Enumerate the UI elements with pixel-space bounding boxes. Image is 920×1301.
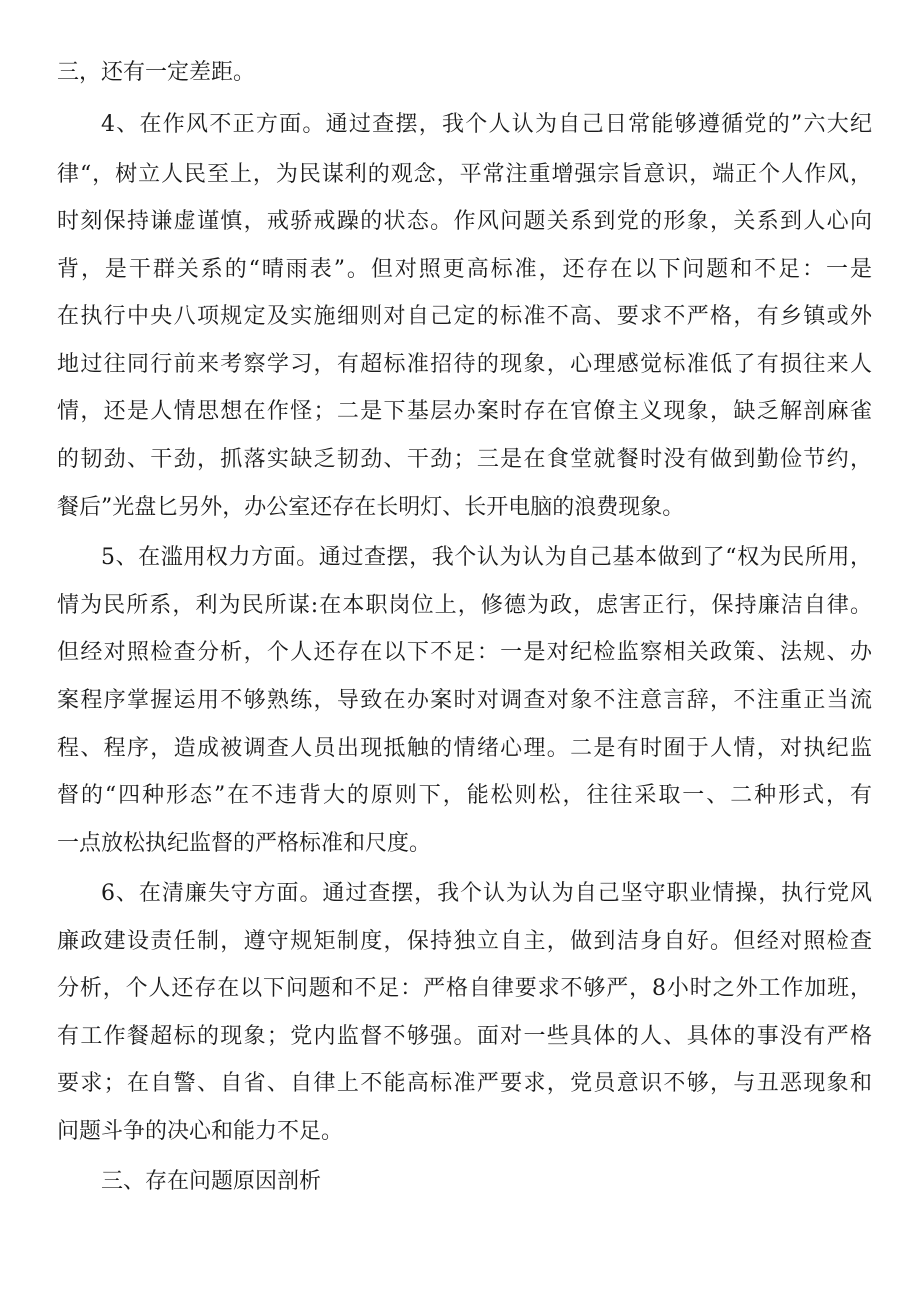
text-line: 案程序掌握运用不够熟练，导致在办案时对调查对象不注意言辞，不注重正当流 (57, 688, 872, 713)
text-line: 但经对照检查分析，个人还存在以下不足：一是对纪检监察相关政策、法规、办 (57, 640, 872, 665)
paragraph-4-heading-line: 4、在作风不正方面。通过查摆，我个人认为自己日常能够遵循党的”六大纪 (101, 112, 872, 137)
paragraph-6-heading-line: 6、在清廉失守方面。通过查摆，我个认为认为自己坚守职业情操，执行党风 (101, 881, 872, 906)
text-line: 在执行中央八项规定及实施细则对自己定的标准不高、要求不严格，有乡镇或外 (57, 304, 872, 329)
text-line: 的韧劲、干劲，抓落实缺乏韧劲、干劲；三是在食堂就餐时没有做到勤俭节约， (57, 447, 872, 472)
text-line: 程、程序，造成被调查人员出现抵触的情绪心理。二是有时囿于人情，对执纪监 (57, 736, 872, 761)
paragraph-5-heading-line: 5、在滥用权力方面。通过查摆，我个认为认为自己基本做到了“权为民所用， (101, 545, 872, 570)
text-line: 情，还是人情思想在作怪；二是下基层办案时存在官僚主义现象，缺乏解剖麻雀 (57, 399, 872, 424)
text-line: 要求；在自警、自省、自律上不能高标准严要求，党员意识不够，与丑恶现象和 (57, 1071, 872, 1096)
text-line: 律“，树立人民至上，为民谋利的观念，平常注重增强宗旨意识，端正个人作风， (57, 162, 872, 187)
text-line: 问题斗争的决心和能力不足。 (57, 1119, 344, 1144)
text-line: 一点放松执纪监督的严格标准和尺度。 (57, 831, 432, 856)
text-line: 督的“四种形态”在不违背大的原则下，能松则松，往往采取一、二种形式，有 (57, 783, 872, 808)
text-line: 有工作餐超标的现象；党内监督不够强。面对一些具体的人、具体的事没有严格 (57, 1024, 872, 1049)
section-heading: 三、存在问题原因剖析 (101, 1169, 322, 1194)
text-line: 餐后”光盘匕另外，办公室还存在长明灯、长开电脑的浪费现象。 (57, 495, 685, 520)
text-line: 情为民所系，利为民所谋:在本职岗位上，修德为政，虑害正行，保持廉洁自律。 (57, 593, 872, 618)
text-line: 廉政建设责任制，遵守规矩制度，保持独立自主，做到洁身自好。但经对照检查 (57, 929, 872, 954)
text-line: 地过往同行前来考察学习，有超标准招待的现象，心理感觉标准低了有损往来人 (57, 352, 872, 377)
text-line: 时刻保持谦虚谨慎，戒骄戒躁的状态。作风问题关系到党的形象，关系到人心向 (57, 209, 872, 234)
text-line: 三，还有一定差距。 (57, 60, 256, 85)
text-line: 背，是干群关系的“晴雨表”。但对照更高标准，还存在以下问题和不足：一是 (57, 257, 872, 282)
text-line: 分析，个人还存在以下问题和不足：严格自律要求不够严，8小时之外工作加班， (57, 976, 872, 1001)
